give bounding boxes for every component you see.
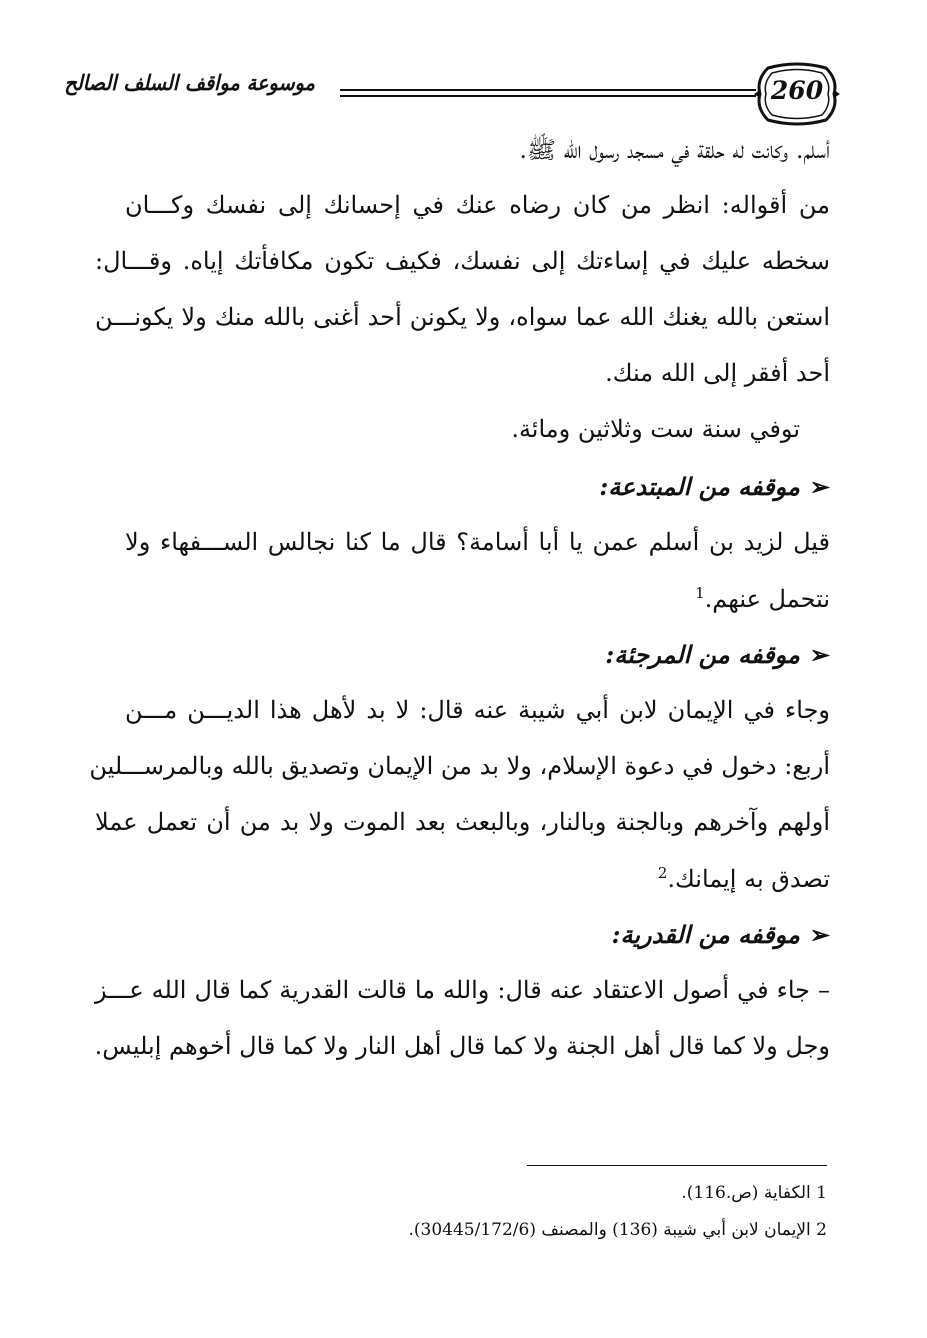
text-line: أولهم وآخرهم وبالجنة وبالنار، وبالبعث بعد الموت ولا بد من أن تعمل عملا (95, 808, 830, 836)
page-number: 260 (770, 76, 824, 105)
section-heading (599, 472, 830, 501)
text-line: توفي سنة ست وثلاثين ومائة. (511, 415, 800, 443)
arrow-marker-icon: ➢ (809, 920, 830, 949)
text-span: نتحمل عنهم. (704, 585, 830, 613)
text-line: أربع: دخول في دعوة الإسلام، ولا بد من الإيمان وتصديق بالله وبالمرســـلين (89, 752, 830, 780)
text-line (95, 584, 830, 613)
text-line: سخطه عليك في إساءتك إلى نفسك، فكيف تكون مكافأتك إياه. وقـــال: (95, 247, 830, 275)
text-line: وجاء في الإيمان لابن أبي شيبة عنه قال: لا بد لأهل هذا الديـــن مـــن (125, 696, 830, 724)
text-line (95, 864, 830, 893)
text-line: قيل لزيد بن أسلم عمن يا أبا أسامة؟ قال ما كنا نجالس الســـفهاء ولا (125, 528, 830, 556)
arrow-marker-icon: ➢ (809, 640, 830, 669)
heading-text: موقفه من المرجئة: (605, 640, 800, 669)
heading-text: موقفه من القدرية: (611, 920, 800, 949)
footnote-ref[interactable]: 2 (657, 864, 668, 882)
heading-text: موقفه من المبتدعة: (599, 472, 800, 501)
book-title: موسوعة مواقف السلف الصالح (64, 70, 315, 95)
footnote-number: 2 (816, 1220, 827, 1240)
section-heading (612, 920, 830, 949)
main-text (89, 0, 830, 1338)
text-span: تصدق به إيمانك. (667, 865, 830, 893)
arrow-marker-icon: ➢ (809, 472, 830, 501)
text-line: وجل ولا كما قال أهل الجنة ولا كما قال أهل النار ولا كما قال أخوهم إبليس. (94, 1032, 830, 1060)
footnote-separator (527, 1165, 827, 1166)
footnote-ref[interactable]: 1 (695, 584, 705, 602)
footnote (408, 1220, 827, 1240)
text-line: أحد أفقر إلى الله منك. (605, 359, 830, 387)
footnote-text: الكفاية (ص.116). (681, 1183, 811, 1203)
footnote-number: 1 (816, 1183, 827, 1203)
text-line: استعن بالله يغنك الله عما سواه، ولا يكونن أحد أغنى بالله منك ولا يكونـــن (95, 303, 830, 331)
text-line: من أقواله: انظر من كان رضاه عنك في إحسانك إلى نفسك وكـــان (125, 191, 830, 219)
text-line: أسلم. وكانت له حلقة في مسجد رسول الله ﷺ. (519, 136, 830, 164)
text-line: – جاء في أصول الاعتقاد عنه قال: والله ما قالت القدرية كما قال الله عـــز (95, 976, 830, 1004)
footnote-text: الإيمان لابن أبي شيبة (136) والمصنف (30445/172/6). (408, 1220, 811, 1240)
section-heading (605, 640, 830, 669)
footnote (681, 1183, 827, 1203)
